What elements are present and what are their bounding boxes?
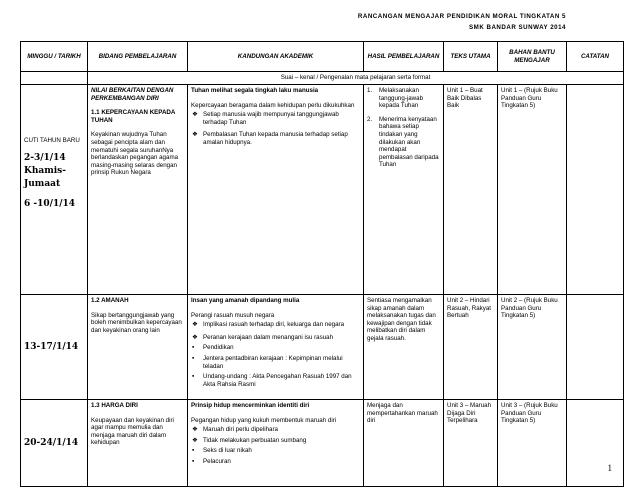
list-item: ❖ Implikasi rasuah terhadap diri, keluarga dan negara (192, 321, 345, 329)
table-row (21, 400, 624, 487)
school-name: SMK BANDAR SUNWAY 2014 (469, 24, 566, 31)
list-item: ▪ Seks di luar nikah (192, 447, 252, 455)
table-header-row (21, 42, 624, 72)
list-item: ❖ Tidak melakukan perbuatan sumbang (192, 436, 307, 444)
teks-cell: Unit 2 – Hindari Rasuah, Rakyat Bertuah (444, 295, 498, 400)
kandungan-list (191, 111, 360, 146)
kandungan-description: Kepercayaan beragama dalam kehidupan perlu dikukuhkan (191, 101, 355, 109)
bidang-cell (88, 85, 188, 295)
hasil-cell: Sentiasa mengamalkan sikap amanah dalam melaksanakan tugas dan kewajipan dengan tidak melibatkan diri dalam gejala rasuah. (364, 295, 444, 400)
week-cell (21, 400, 88, 487)
kandungan-title: Insan yang amanah dipandang mulia (191, 297, 300, 304)
col-header-minggu: MINGGU / TARIKH (21, 42, 88, 72)
col-header-teks: TEKS UTAMA (444, 42, 498, 72)
col-header-hasil: HASIL PEMBELAJARAN (364, 42, 444, 72)
week-date: 13-17/1/14 (24, 341, 79, 352)
week-date: 20-24/1/14 (24, 437, 79, 448)
list-item: ▪ Pendidikan (192, 344, 234, 352)
document-title: RANCANGAN MENGAJAR PENDIDIKAN MORAL TINGKATAN 5 (357, 13, 566, 20)
list-item: ▪ Pelacuran (192, 457, 231, 465)
list-item: ❖ Maruah diri perlu dipelihara (192, 426, 278, 434)
bahan-cell: Unit 3 – (Rujuk Buku Panduan Guru Tingkatan 5) (498, 400, 567, 487)
kandungan-cell (188, 295, 364, 400)
kandungan-description: Pegangan hidup yang kukuh membentuk maruah diri (191, 416, 337, 424)
diamond-bullet-icon: ❖ (192, 436, 198, 444)
list-item: ▪ Undang-undang : Akta Pencegahan Rasuah 1997 dan Akta Rahsia Rasmi (192, 373, 352, 388)
teks-cell: Unit 1 – Buat Baik Dibalas Baik (444, 85, 498, 295)
diamond-bullet-icon: ❖ (192, 321, 198, 329)
square-bullet-icon: ▪ (192, 354, 195, 362)
week-date: 2-3/1/14 (24, 152, 66, 163)
intro-row-text: Suai – kenal / Pengenalan mata pelajaran serta format (88, 72, 624, 85)
table-row (21, 85, 624, 295)
table-row (21, 295, 624, 400)
catatan-cell (567, 295, 624, 400)
list-item: 2. Menerima kenyataan bahawa setiap tindakan yang dilakukan akan mendapat pembalasan daripada Tuhan (367, 115, 439, 169)
kandungan-title: Prinsip hidup mencerminkan identiti diri (191, 402, 310, 409)
intro-row-empty-cell (21, 72, 88, 85)
page-number: 1 (607, 463, 612, 473)
col-header-bahan: BAHAN BANTU MENGAJAR (498, 42, 567, 72)
bidang-subtitle: 1.1 KEPERCAYAAN KEPADA TUHAN (91, 109, 176, 124)
list-item: ❖ Peranan kerajaan dalam menangani isu rasuah (192, 333, 334, 341)
intro-row (21, 72, 624, 85)
bidang-description: Sikap bertanggungjawab yang boleh menimbulkan kepercayaan dan keyakinan orang lain (91, 311, 182, 334)
kandungan-list (191, 426, 360, 465)
bahan-cell: Unit 2 – (Rujuk Buku Panduan Guru Tingkatan 5) (498, 295, 567, 400)
kandungan-cell (188, 400, 364, 487)
week-date: 6 -10/1/14 (24, 198, 76, 209)
week-cell (21, 295, 88, 400)
hasil-cell: Menjaga dan mempertahankan maruah diri (364, 400, 444, 487)
bidang-cell (88, 400, 188, 487)
bidang-cell (88, 295, 188, 400)
square-bullet-icon: ▪ (192, 373, 195, 381)
kandungan-description: Perangi rasuah musuh negara (191, 311, 275, 319)
col-header-kandungan: KANDUNGAN AKADEMIK (188, 42, 364, 72)
teks-cell: Unit 3 – Maruah Dijaga Diri Terpelihara (444, 400, 498, 487)
diamond-bullet-icon: ❖ (192, 131, 198, 139)
bahan-cell: Unit 1 – (Rujuk Buku Panduan Guru Tingkatan 5) (498, 85, 567, 295)
bidang-description: Keyakinan wujudnya Tuhan sebagai pencipta alam dan mematuhi segala suruhanNya berlandaskan pegangan agama masing-masing selaras dengan prinsip Rukun Negara (91, 131, 179, 177)
bidang-description: Keupayaan dan keyakinan diri agar mampu memulia dan menjaga maruah diri dalam kehidupan (91, 416, 174, 447)
square-bullet-icon: ▪ (192, 457, 195, 465)
catatan-cell (567, 85, 624, 295)
col-header-catatan: CATATAN (567, 42, 624, 72)
week-cell (21, 85, 88, 295)
lesson-plan-table (20, 41, 624, 487)
square-bullet-icon: ▪ (192, 447, 195, 455)
diamond-bullet-icon: ❖ (192, 111, 198, 119)
square-bullet-icon: ▪ (192, 344, 195, 352)
week-date-days: Khamis-Jumaat (24, 165, 66, 189)
bidang-title: NILAI BERKAITAN DENGAN PERKEMBANGAN DIRI (91, 87, 174, 102)
bidang-subtitle: 1.3 HARGA DIRI (91, 402, 138, 409)
list-item: ❖ Pembalasan Tuhan kepada manusia terhadap setiap amalan hidupnya. (192, 131, 348, 146)
list-item: ❖ Setiap manusia wajib mempunyai tanggungjawab terhadap Tuhan (192, 111, 339, 126)
week-note: CUTI TAHUN BARU (24, 137, 80, 144)
hasil-list (367, 87, 440, 169)
diamond-bullet-icon: ❖ (192, 426, 198, 434)
catatan-cell (567, 400, 624, 487)
list-item: ▪ Jentera pentadbiran kerajaan : Kepimpinan melalui teladan (192, 354, 343, 370)
kandungan-cell (188, 85, 364, 295)
diamond-bullet-icon: ❖ (192, 333, 198, 341)
hasil-cell (364, 85, 444, 295)
kandungan-list (191, 321, 360, 388)
col-header-bidang: BIDANG PEMBELAJARAN (88, 42, 188, 72)
kandungan-title: Tuhan melihat segala tingkah laku manusia (191, 87, 319, 94)
list-item: 1. Melaksanakan tanggung-jawab kepada Tuhan (367, 87, 424, 110)
bidang-subtitle: 1.2 AMANAH (91, 297, 129, 304)
